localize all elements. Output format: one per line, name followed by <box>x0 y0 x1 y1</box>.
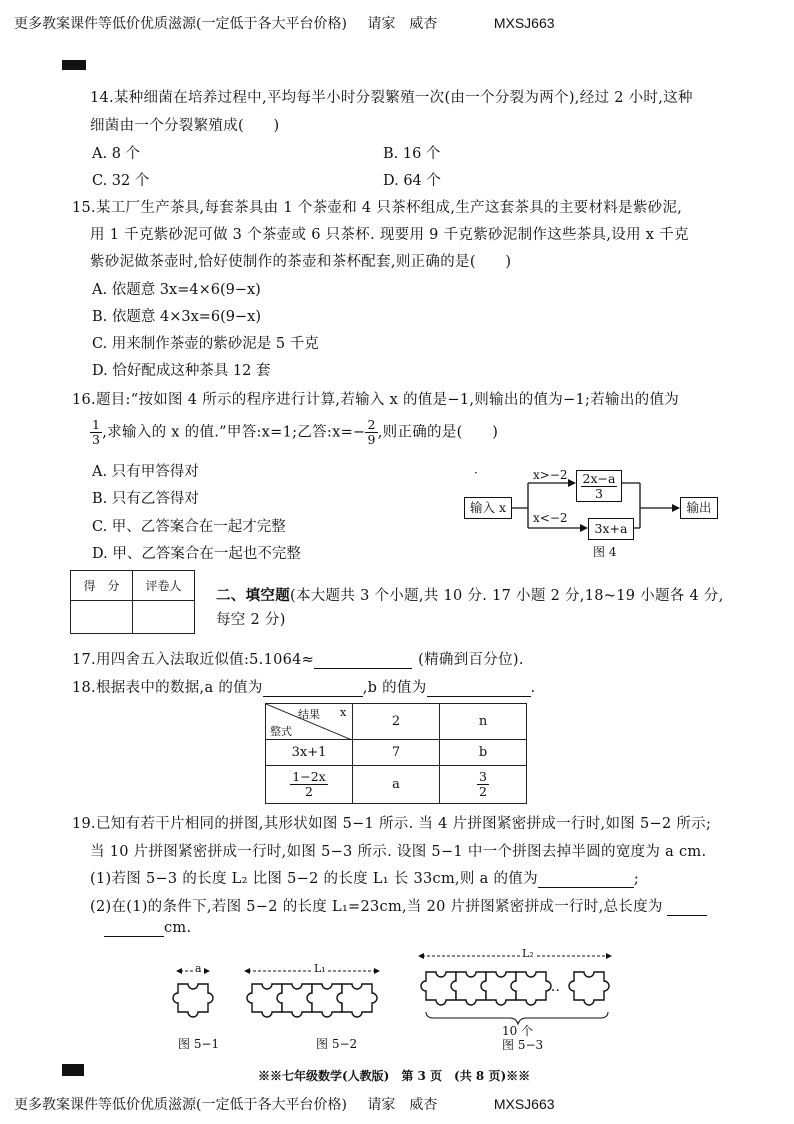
piece-5-3-4 <box>511 972 551 1005</box>
q16-option-b: B. 只有乙答得对 <box>92 491 199 507</box>
corner-label-expr: 整式 <box>270 725 292 738</box>
flow-input-box: 输入 x <box>464 497 512 519</box>
flow-expr-top-fraction: $\frac{2x-a}{3}$ <box>582 471 616 501</box>
corner-mark-bottom <box>62 1064 84 1076</box>
row2-cell-2: $\frac{3}{2}$ <box>440 766 527 804</box>
piece-5-1 <box>173 984 213 1017</box>
row1-cell-2: b <box>440 740 527 766</box>
score-cell[interactable] <box>71 601 133 634</box>
top-banner <box>14 13 555 33</box>
q15-line2: 用 1 千克紫砂泥可做 3 个茶壶或 6 只茶杯. 现要用 9 千克紫砂泥制作这些茶具,设用 x 千克 <box>90 227 689 243</box>
label-dots: … <box>546 979 560 995</box>
q17: 17.用四舍五入法取近似值:5.1064≈ (精确到百分位). <box>72 652 524 668</box>
q16-option-c: C. 甲、乙答案合在一起才完整 <box>92 519 286 535</box>
label-L1: L₁ <box>314 962 326 975</box>
q15-option-b: B. 依题意 4×3x=6(9−x) <box>92 309 262 325</box>
corner-label-result: 结果 <box>298 708 320 721</box>
bottom-banner-contact: 请家 威杏 <box>367 1097 438 1113</box>
flow-condition-bottom: x<−2 <box>533 511 568 525</box>
q16-fraction-1: $\frac{1}{3}$ <box>92 417 101 447</box>
q14-option-a: A. 8 个 <box>92 146 141 162</box>
caption-5-3: 图 5−3 <box>502 1038 544 1052</box>
flow-expr-bottom-box: 3x+a <box>588 518 634 540</box>
section2-title: 二、填空题 <box>216 588 290 604</box>
piece-5-3-10 <box>569 972 609 1005</box>
bottom-banner-text: 更多教案课件等低价优质滋源(一定低于各大平台价格) <box>14 1097 347 1113</box>
q16-line2: $\frac{1}{3}$ ,求输入的 x 的值.”甲答:x=1;乙答:x=− $\frac{2}{9}$ ,则正确的是( ) <box>92 417 499 447</box>
q19-answer-1-blank[interactable] <box>538 871 634 888</box>
q14-option-d: D. 64 个 <box>383 173 441 189</box>
banner-text: 更多教案课件等低价优质滋源(一定低于各大平台价格) <box>14 16 347 32</box>
grader-header: 评卷人 <box>133 571 195 601</box>
corner-label-x: x <box>340 706 347 719</box>
banner-code: MXSJ663 <box>493 15 555 31</box>
q18-answer-a-blank[interactable] <box>263 680 363 697</box>
section2-desc: (本大题共 3 个小题,共 10 分. 17 小题 2 分,18~19 小题各 4 分, <box>290 588 724 604</box>
flow-expr-top-box <box>576 470 622 502</box>
row1-expr: 3x+1 <box>266 740 353 766</box>
piece-5-2-4 <box>337 984 377 1017</box>
flow-output-box: 输出 <box>680 497 718 519</box>
page-footer: ※※七年级数学(人教版) 第 3 页 (共 8 页)※※ <box>258 1069 531 1083</box>
q15-line3: 紫砂泥做茶壶时,恰好使制作的茶壶和茶杯配套,则正确的是( ) <box>90 254 512 270</box>
table-corner-cell <box>266 704 353 740</box>
q19-line1: 19.已知有若干片相同的拼图,其形状如图 5−1 所示. 当 4 片拼图紧密拼成一行时,如图 5−2 所示; <box>72 816 712 832</box>
bottom-banner <box>14 1094 555 1114</box>
col-header-2: 2 <box>353 704 440 740</box>
score-table <box>70 570 195 634</box>
stray-dot: · <box>474 466 478 480</box>
figure-4-caption: 图 4 <box>593 545 617 559</box>
caption-5-1: 图 5−1 <box>178 1037 220 1051</box>
q15-option-c: C. 用来制作茶壶的紫砂泥是 5 千克 <box>92 336 319 352</box>
q15-line1: 15.某工厂生产茶具,每套茶具由 1 个茶壶和 4 只茶杯组成,生产这套茶具的主要材料是紫砂泥, <box>72 200 683 216</box>
caption-5-2: 图 5−2 <box>316 1037 358 1051</box>
q15-option-d: D. 恰好配成这种茶具 12 套 <box>92 363 271 379</box>
q16-fraction-2: $\frac{2}{9}$ <box>367 417 376 447</box>
row2-cell-1: a <box>353 766 440 804</box>
q14-option-b: B. 16 个 <box>383 146 441 162</box>
q18-table <box>265 703 527 804</box>
q19-line4: (2)在(1)的条件下,若图 5−2 的长度 L₁=23cm,当 20 片拼图紧密拼成一行时,总长度为 <box>90 895 707 916</box>
q16-option-a: A. 只有甲答得对 <box>92 464 199 480</box>
q18-answer-b-blank[interactable] <box>427 680 531 697</box>
q16-option-d: D. 甲、乙答案合在一起也不完整 <box>92 546 301 562</box>
q14-line1: 14.某种细菌在培养过程中,平均每半小时分裂繁殖一次(由一个分裂为两个),经过 2 小时,这种 <box>90 90 693 106</box>
q19-line3: (1)若图 5−3 的长度 L₂ 比图 5−2 的长度 L₁ 长 33cm,则 a 的值为 ; <box>90 871 640 887</box>
q16-line1: 16.题目:“按如图 4 所示的程序进行计算,若输入 x 的值是−1,则输出的值为−1;若输出的值为 <box>72 392 680 408</box>
row1-cell-1: 7 <box>353 740 440 766</box>
q19-answer-2-blank-a[interactable] <box>667 899 707 916</box>
q19-line5: cm. <box>104 920 191 937</box>
score-header: 得 分 <box>71 571 133 601</box>
q14-line2: 细菌由一个分裂繁殖成( ) <box>90 118 280 134</box>
q14-option-c: C. 32 个 <box>92 173 150 189</box>
col-header-n: n <box>440 704 527 740</box>
q17-answer-blank[interactable] <box>314 652 412 669</box>
grader-cell[interactable] <box>133 601 195 634</box>
label-count: 10 个 <box>502 1024 534 1038</box>
banner-contact: 请家 威杏 <box>367 16 438 32</box>
q19-answer-2-blank-b[interactable] <box>104 920 164 937</box>
bottom-banner-code: MXSJ663 <box>493 1096 555 1112</box>
row2-expr: $\frac{1-2x}{2}$ <box>266 766 353 804</box>
section2-heading <box>216 584 724 605</box>
q19-line2: 当 10 片拼图紧密拼成一行时,如图 5−3 所示. 设图 5−1 中一个拼图去掉半圆的宽度为 a cm. <box>90 844 707 860</box>
q18: 18.根据表中的数据,a 的值为 ,b 的值为 . <box>72 680 536 696</box>
label-a: a <box>195 962 202 975</box>
label-L2: L₂ <box>522 947 534 960</box>
corner-mark-top <box>62 60 86 70</box>
flow-condition-top: x>−2 <box>533 468 568 482</box>
section2-desc2: 每空 2 分) <box>216 612 286 628</box>
q15-option-a: A. 依题意 3x=4×6(9−x) <box>92 282 261 298</box>
